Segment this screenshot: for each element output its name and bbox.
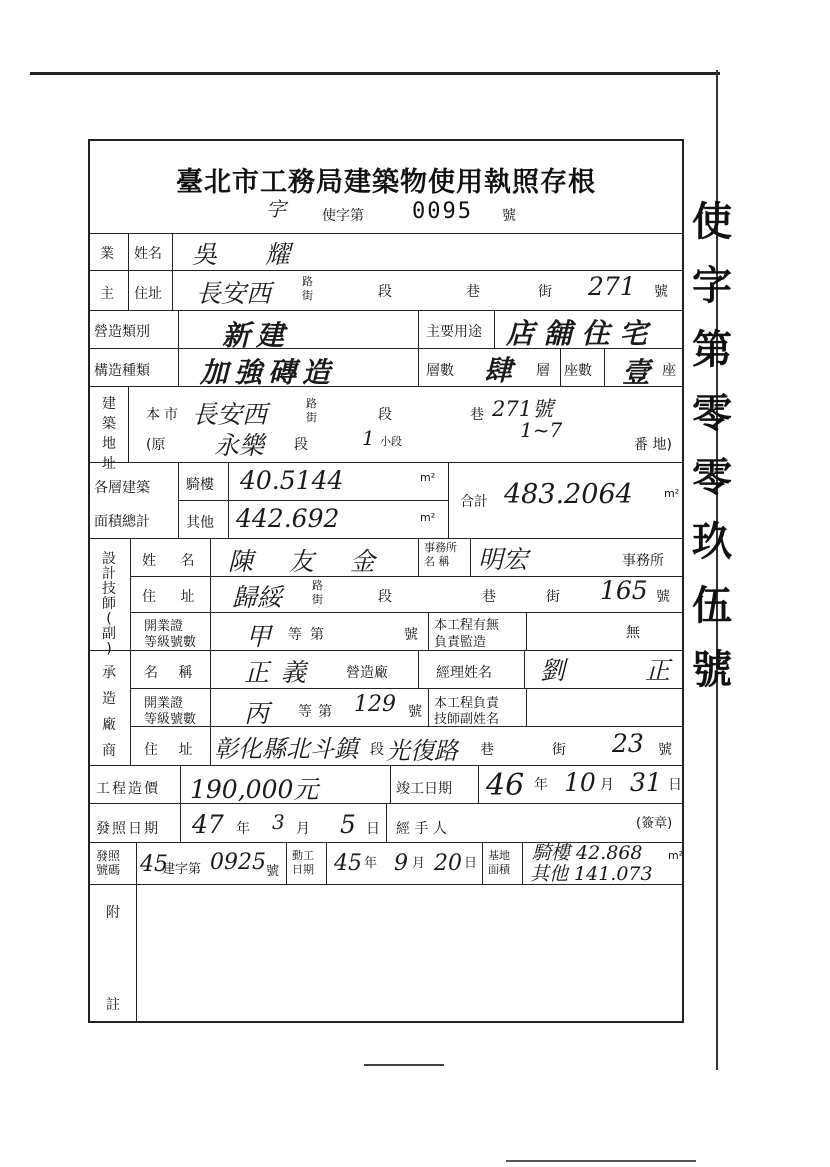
designer-lane-label: 巷 bbox=[482, 589, 496, 605]
start-day-label: 日 bbox=[464, 856, 478, 871]
owner-street-label: 街 bbox=[302, 289, 313, 302]
completion-year: 46 bbox=[486, 768, 525, 803]
issue-month: 3 bbox=[272, 810, 285, 834]
main-use-label: 主要用途 bbox=[426, 324, 482, 340]
contractor-name-value: 正義 bbox=[244, 658, 319, 687]
owner-section-char: 主 bbox=[100, 286, 114, 302]
designer-license-label: 開業證 bbox=[144, 619, 184, 634]
grid-line bbox=[89, 538, 683, 539]
grid-line bbox=[128, 386, 129, 462]
grid-line bbox=[130, 726, 683, 727]
site-street-label: 街 bbox=[306, 411, 317, 424]
designer-road-label: 路 bbox=[312, 579, 323, 592]
area-label: 各層建築 bbox=[94, 480, 150, 496]
total-area-unit: m² bbox=[664, 487, 680, 500]
other-area-label: 其他 bbox=[186, 515, 214, 531]
grid-line bbox=[130, 688, 683, 689]
site-lane-value: 271號 bbox=[492, 397, 554, 421]
completion-month-label: 月 bbox=[600, 777, 614, 793]
site-road-value: 長安西 bbox=[192, 400, 268, 429]
designer-number-value: 165 bbox=[600, 576, 648, 605]
site-arcade-area: 騎樓 42.868 bbox=[532, 842, 643, 864]
grid-line bbox=[89, 270, 683, 271]
contractor-grade-value: 129 bbox=[354, 692, 396, 717]
scan-mark bbox=[364, 1064, 444, 1066]
designer-section-label: 段 bbox=[378, 589, 392, 605]
permit-suffix: 號 bbox=[502, 208, 516, 224]
scan-mark bbox=[30, 72, 720, 75]
site-area-label: 面積 bbox=[488, 863, 510, 876]
site-city-label: 本市 bbox=[146, 407, 182, 423]
grid-line bbox=[526, 688, 527, 726]
site-orig-label: (原 bbox=[146, 437, 166, 453]
owner-section-char: 業 bbox=[100, 246, 114, 262]
contractor-number-suffix: 號 bbox=[658, 742, 672, 758]
designer-office-label: 名 稱 bbox=[424, 555, 450, 568]
cost-value: 190,000元 bbox=[190, 775, 319, 804]
permit-prefix-mark: 字 bbox=[266, 197, 286, 221]
designer-supervise-value: 無 bbox=[626, 625, 640, 641]
form-title: 臺北市工務局建築物使用執照存根 bbox=[176, 167, 596, 198]
other-area-value: 442.692 bbox=[236, 504, 340, 533]
buildings-unit: 座 bbox=[662, 363, 676, 379]
grid-line bbox=[482, 842, 483, 884]
grid-line bbox=[89, 386, 683, 387]
arcade-value: 40.5144 bbox=[240, 466, 344, 495]
owner-name-value: 吳 耀 bbox=[192, 240, 310, 269]
designer-office-suffix: 事務所 bbox=[622, 553, 664, 569]
seal-label: (簽章) bbox=[636, 816, 673, 831]
grid-line bbox=[89, 233, 683, 234]
cost-label: 工程造價 bbox=[96, 781, 160, 797]
issue-year: 47 bbox=[192, 810, 224, 839]
scan-mark bbox=[506, 1160, 696, 1162]
issue-date-label: 發照日期 bbox=[96, 821, 160, 837]
contractor-grade-label: 等第 bbox=[298, 704, 338, 720]
site-orig-subsection-label: 小段 bbox=[380, 435, 402, 448]
floors-value: 肆 bbox=[484, 354, 513, 387]
grid-line bbox=[128, 233, 129, 310]
designer-grade-label: 等第 bbox=[288, 627, 332, 643]
arcade-unit: m² bbox=[420, 471, 436, 484]
grid-line bbox=[448, 462, 449, 538]
grid-line bbox=[180, 765, 181, 803]
build-permit-suffix: 號 bbox=[266, 864, 280, 879]
site-orig-section-label: 段 bbox=[294, 437, 308, 453]
build-permit-number: 0925 bbox=[210, 850, 266, 875]
contractor-road-value: 光復路 bbox=[386, 737, 458, 765]
grid-line bbox=[428, 612, 429, 650]
contractor-license-label: 開業證 bbox=[144, 696, 184, 711]
grid-line bbox=[418, 538, 419, 576]
grid-line bbox=[178, 310, 179, 386]
designer-street2-label: 街 bbox=[546, 589, 560, 605]
permit-word: 使字第 bbox=[322, 208, 364, 224]
owner-number-value: 271 bbox=[588, 272, 636, 301]
start-date-label: 日期 bbox=[292, 863, 314, 876]
grid-line bbox=[178, 462, 179, 538]
start-year: 45 bbox=[334, 851, 362, 876]
completion-day: 31 bbox=[630, 768, 662, 797]
contractor-address-value: 彰化縣北斗鎮 bbox=[214, 735, 358, 763]
designer-address-value: 歸綏 bbox=[232, 583, 283, 612]
site-lot-label: 番 地) bbox=[634, 437, 672, 453]
grid-line bbox=[470, 538, 471, 576]
contractor-engineer-label: 技師副姓名 bbox=[434, 712, 500, 727]
contractor-manager-label: 經理姓名 bbox=[436, 665, 492, 681]
grid-line bbox=[228, 462, 229, 538]
build-permit-label: 號碼 bbox=[96, 863, 121, 877]
site-area-unit: m² bbox=[668, 849, 684, 862]
owner-street2-label: 街 bbox=[538, 284, 552, 300]
remarks-label: 附 bbox=[106, 905, 120, 921]
grid-line bbox=[604, 348, 605, 386]
grid-line bbox=[418, 348, 419, 386]
start-day: 20 bbox=[434, 851, 462, 876]
build-permit-prefix: 45 bbox=[140, 852, 168, 877]
contractor-section-label: 段 bbox=[370, 742, 384, 758]
owner-name-label: 姓名 bbox=[134, 246, 162, 262]
grid-line bbox=[326, 842, 327, 884]
grid-line bbox=[210, 538, 211, 765]
issue-month-label: 月 bbox=[296, 821, 310, 837]
start-month-label: 月 bbox=[412, 856, 426, 871]
contractor-license-value: 丙 bbox=[244, 699, 270, 728]
remarks-label: 註 bbox=[106, 997, 120, 1013]
area-label: 面積總計 bbox=[94, 514, 150, 530]
contractor-manager-value: 劉 正 bbox=[540, 656, 706, 685]
grid-line bbox=[180, 803, 181, 842]
buildings-value: 壹 bbox=[622, 356, 651, 389]
contractor-license-label: 等級號數 bbox=[144, 712, 197, 727]
total-area-label: 合計 bbox=[460, 494, 488, 510]
designer-street-label: 街 bbox=[312, 593, 323, 606]
owner-road-label: 路 bbox=[302, 275, 313, 288]
designer-grade-suffix: 號 bbox=[404, 627, 418, 643]
permit-number: 0095 bbox=[412, 199, 473, 224]
start-year-label: 年 bbox=[364, 856, 378, 871]
designer-supervise-label: 本工程有無 bbox=[434, 618, 500, 633]
contractor-name-label: 名 稱 bbox=[144, 665, 201, 681]
contractor-grade-suffix: 號 bbox=[408, 704, 422, 720]
contractor-engineer-label: 本工程負責 bbox=[434, 696, 500, 711]
grid-line bbox=[130, 538, 131, 765]
designer-number-suffix: 號 bbox=[656, 589, 670, 605]
grid-line bbox=[286, 842, 287, 884]
owner-lane-label: 巷 bbox=[466, 284, 480, 300]
floors-label: 層數 bbox=[426, 363, 454, 379]
owner-section-label: 段 bbox=[378, 284, 392, 300]
site-other-area: 其他 141.073 bbox=[530, 863, 653, 885]
grid-line bbox=[560, 348, 561, 386]
contractor-street-label: 街 bbox=[552, 742, 566, 758]
site-orig-subsection-value: 1 bbox=[362, 426, 375, 450]
site-lane-label: 巷 bbox=[470, 407, 484, 423]
buildings-label: 座數 bbox=[564, 363, 592, 379]
total-area-value: 483.2064 bbox=[504, 479, 633, 510]
site-section-label: 段 bbox=[378, 407, 392, 423]
arcade-label: 騎樓 bbox=[186, 477, 214, 493]
owner-address-value: 長安西 bbox=[196, 279, 272, 308]
site-vertical-label: 建 築 地 址 bbox=[102, 396, 116, 472]
owner-number-suffix: 號 bbox=[654, 284, 668, 300]
grid-line bbox=[494, 310, 495, 348]
start-month: 9 bbox=[394, 851, 408, 876]
grid-line bbox=[524, 650, 525, 688]
grid-line bbox=[418, 650, 419, 688]
issue-day-label: 日 bbox=[366, 821, 380, 837]
start-date-label: 動工 bbox=[292, 849, 314, 862]
designer-office-value: 明宏 bbox=[478, 545, 529, 574]
contractor-address-label: 住 址 bbox=[144, 742, 201, 758]
structure-value: 加強磚造 bbox=[200, 356, 337, 389]
contractor-vertical-label: 承 造 廠 商 bbox=[102, 665, 116, 759]
grid-line bbox=[130, 612, 683, 613]
completion-year-label: 年 bbox=[534, 777, 548, 793]
grid-line bbox=[526, 612, 527, 650]
handler-label: 經 手 人 bbox=[396, 821, 447, 837]
contractor-number-value: 23 bbox=[612, 729, 644, 758]
construction-type-label: 營造類別 bbox=[94, 324, 150, 340]
main-use-value: 店 舖 住 宅 bbox=[506, 317, 648, 350]
site-road-label: 路 bbox=[306, 397, 317, 410]
other-area-unit: m² bbox=[420, 511, 436, 524]
owner-address-label: 住址 bbox=[134, 286, 162, 302]
designer-office-label: 事務所 bbox=[424, 541, 457, 554]
designer-name-value: 陳 友 金 bbox=[228, 547, 389, 576]
completion-month: 10 bbox=[564, 768, 596, 797]
grid-line bbox=[386, 803, 387, 842]
grid-line bbox=[478, 765, 479, 803]
grid-line bbox=[136, 842, 137, 1023]
designer-license-value: 甲 bbox=[246, 622, 272, 651]
site-area-label: 基地 bbox=[488, 849, 510, 862]
contractor-lane-label: 巷 bbox=[480, 742, 494, 758]
grid-line bbox=[418, 310, 419, 348]
issue-year-label: 年 bbox=[236, 821, 250, 837]
site-orig-section-value: 永樂 bbox=[214, 431, 265, 460]
grid-line bbox=[178, 500, 448, 501]
site-lot-value: 1~7 bbox=[520, 418, 563, 442]
construction-type-value: 新建 bbox=[222, 319, 291, 352]
designer-address-label: 住 址 bbox=[142, 589, 205, 605]
structure-label: 構造種類 bbox=[94, 363, 150, 379]
designer-license-label: 等級號數 bbox=[144, 635, 197, 650]
designer-name-label: 姓 名 bbox=[142, 553, 205, 569]
grid-line bbox=[428, 688, 429, 726]
completion-label: 竣工日期 bbox=[396, 781, 452, 797]
floors-unit: 層 bbox=[536, 363, 550, 379]
side-stamp-text: 使 字 第 零 零 玖 伍 號 bbox=[692, 198, 732, 693]
build-permit-label: 發照 bbox=[96, 849, 121, 863]
grid-line bbox=[390, 765, 391, 803]
grid-line bbox=[522, 842, 523, 884]
grid-line bbox=[172, 233, 173, 310]
build-permit-word: 建字第 bbox=[162, 862, 202, 877]
designer-supervise-label: 負責監造 bbox=[434, 635, 487, 650]
issue-day: 5 bbox=[340, 810, 356, 839]
completion-day-label: 日 bbox=[668, 777, 682, 793]
designer-vertical-label: 設 計 技 師 ( 副 ) bbox=[102, 551, 116, 657]
contractor-firm-label: 營造廠 bbox=[346, 665, 388, 681]
